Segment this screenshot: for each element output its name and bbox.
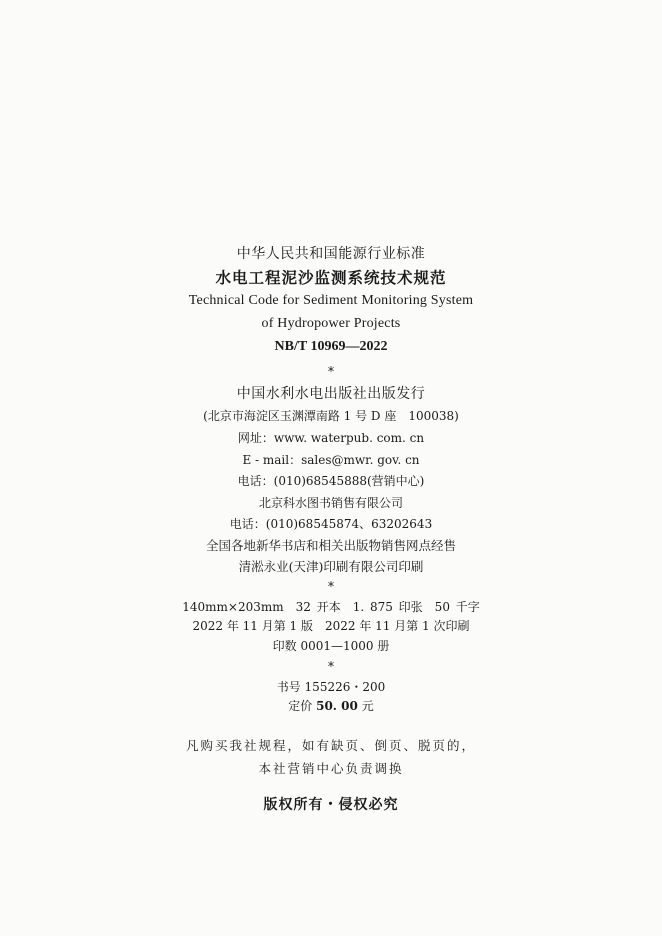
- sales-company: 北京科水图书销售有限公司: [258, 496, 403, 510]
- phone-sales-company: 电话：(010)68545874、63202643: [229, 517, 433, 531]
- edition-info: 2022 年 11 月第 1 版 2022 年 11 月第 1 次印刷: [192, 619, 470, 633]
- title-english-line2: of Hydropower Projects: [261, 316, 401, 331]
- website: 网址：www. waterpub. com. cn: [237, 431, 425, 445]
- price: [0, 700, 662, 712]
- separator-star: *: [327, 365, 335, 380]
- book-specs: 140mm×203mm 32 开本 1. 875 印张 50 千字: [182, 600, 480, 614]
- printer: 清淞永业(天津)印刷有限公司印刷: [238, 559, 424, 574]
- separator-star: *: [327, 660, 335, 675]
- rights-statement: 版权所有・侵权必究: [263, 797, 399, 813]
- title-english-line1: Technical Code for Sediment Monitoring System: [188, 293, 474, 308]
- publisher: 中国水利水电出版社出版发行: [236, 386, 426, 402]
- title-chinese: 水电工程泥沙监测系统技术规范: [215, 268, 447, 287]
- separator-star: *: [327, 580, 335, 595]
- price-value: 50. 00: [316, 699, 358, 713]
- print-run: 印数 0001—1000 册: [272, 639, 390, 653]
- distribution: 全国各地新华书店和相关出版物销售网点经售: [205, 538, 456, 553]
- book-number: 书号 155226・200: [276, 680, 386, 694]
- return-notice-line1: 凡购买我社规程，如有缺页、倒页、脱页的，: [185, 738, 476, 753]
- return-notice-line2: 本社营销中心负责调换: [258, 761, 404, 776]
- phone-sales-center: 电话：(010)68545888(营销中心): [237, 474, 425, 488]
- publisher-address: (北京市海淀区玉渊潭南路 1 号 D 座 100038): [203, 409, 459, 423]
- price-label: 定价: [288, 699, 313, 713]
- standard-number: NB/T 10969—2022: [274, 339, 388, 354]
- email: E - mail：sales@mwr. gov. cn: [242, 453, 420, 467]
- price-unit: 元: [361, 699, 374, 713]
- standard-category: 中华人民共和国能源行业标准: [236, 246, 426, 262]
